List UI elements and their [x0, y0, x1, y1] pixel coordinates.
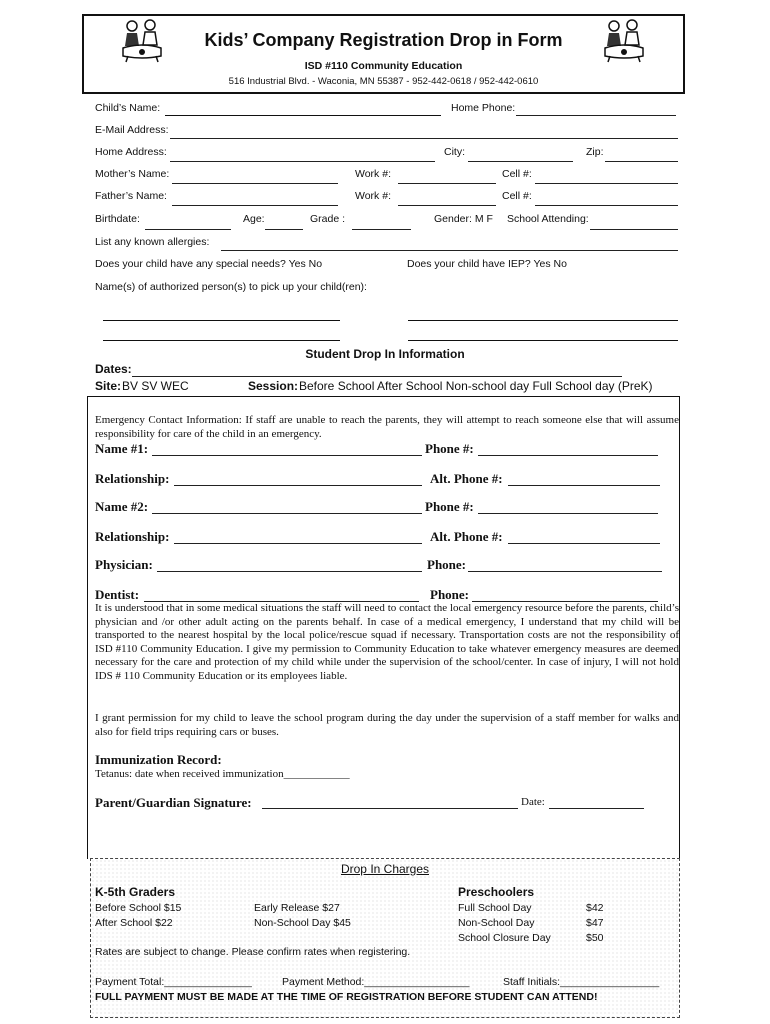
rates-note: Rates are subject to change. Please confirm rates when registering.	[95, 946, 411, 958]
pre-closure-price: $50	[586, 932, 604, 944]
payment-method-field[interactable]: Payment Method:__________________	[282, 976, 470, 988]
signature-label: Parent/Guardian Signature:	[95, 795, 252, 810]
name1-phone-field[interactable]	[478, 455, 658, 456]
form-title: Kids’ Company Registration Drop in Form	[204, 30, 563, 50]
staff-initials-field[interactable]: Staff Initials:_________________	[503, 976, 660, 988]
tetanus-field[interactable]: Tetanus: date when received immunization____________	[95, 768, 350, 780]
authorized-person-field-1[interactable]	[103, 320, 340, 321]
drop-in-heading: Student Drop In Information	[305, 347, 465, 361]
birthdate-label: Birthdate:	[95, 213, 140, 225]
mother-cell-field[interactable]	[535, 183, 678, 184]
relationship2-label: Relationship:	[95, 529, 170, 544]
signature-field[interactable]	[262, 808, 518, 809]
session-options[interactable]: Before School After School Non-school day Full School day (PreK)	[299, 379, 653, 393]
payment-notice: FULL PAYMENT MUST BE MADE AT THE TIME OF REGISTRATION BEFORE STUDENT CAN ATTEND!	[95, 991, 598, 1003]
physician-phone-field[interactable]	[468, 571, 662, 572]
alt-phone1-field[interactable]	[508, 485, 660, 486]
childs-name-field[interactable]	[165, 115, 441, 116]
birthdate-field[interactable]	[145, 229, 231, 230]
form-subtitle: ISD #110 Community Education	[304, 60, 463, 72]
home-phone-field[interactable]	[516, 115, 676, 116]
relationship1-label: Relationship:	[95, 471, 170, 486]
childs-name-label: Child’s Name:	[95, 102, 161, 114]
alt-phone1-label: Alt. Phone #:	[430, 471, 503, 486]
alt-phone2-label: Alt. Phone #:	[430, 529, 503, 544]
home-address-label: Home Address:	[95, 146, 167, 158]
school-attending-field[interactable]	[590, 229, 678, 230]
grade-field[interactable]	[352, 229, 411, 230]
form-address: 516 Industrial Blvd. - Waconia, MN 55387 - 952-442-0618 / 952-442-0610	[228, 76, 539, 87]
mother-cell-label: Cell #:	[502, 168, 532, 180]
medical-consent-paragraph: It is understood that in some medical situations the staff will need to contact the local emergency resource before the parents, child’s physician and /or other adult acting on the parents behalf. In case of a medical emergency, I understand that my child will be transported to the nearest hospital by the local police/rescue squad if necessary. Transportation costs are not the responsibility of ISD #110 Community Education. I give my permission to Community Education to take whatever emergency measures are deemed necessary for the care and protection of my child while under the supervision of the school/center. In case of injury, I will not hold IDS # 110 Community Education or its employees liable.	[95, 602, 679, 682]
k5-after-school-rate: After School $22	[95, 917, 173, 929]
charges-heading: Drop In Charges	[340, 862, 430, 876]
pre-non-school-price: $47	[586, 917, 604, 929]
relationship1-field[interactable]	[174, 485, 422, 486]
pre-full-day-label: Full School Day	[458, 902, 532, 914]
authorized-person-field-2[interactable]	[408, 320, 678, 321]
father-cell-field[interactable]	[535, 205, 678, 206]
authorized-person-field-3[interactable]	[103, 340, 340, 341]
pre-non-school-label: Non-School Day	[458, 917, 535, 929]
session-label: Session:	[248, 379, 299, 393]
father-work-label: Work #:	[355, 190, 391, 202]
name2-phone-field[interactable]	[478, 513, 658, 514]
name2-label: Name #2:	[95, 499, 149, 514]
form-header	[82, 14, 685, 94]
date-label: Date:	[521, 796, 545, 808]
city-field[interactable]	[468, 161, 573, 162]
physician-label: Physician:	[95, 557, 153, 572]
iep-question: Does your child have IEP? Yes No	[407, 258, 567, 270]
immunization-heading: Immunization Record:	[95, 752, 222, 767]
relationship2-field[interactable]	[174, 543, 422, 544]
city-label: City:	[444, 146, 465, 158]
father-cell-label: Cell #:	[502, 190, 532, 202]
father-work-field[interactable]	[398, 205, 496, 206]
pre-full-day-price: $42	[586, 902, 604, 914]
alt-phone2-field[interactable]	[508, 543, 660, 544]
name1-phone-label: Phone #:	[425, 441, 474, 456]
home-address-field[interactable]	[170, 161, 435, 162]
k5-before-school-rate: Before School $15	[95, 902, 182, 914]
mother-work-label: Work #:	[355, 168, 391, 180]
fathers-name-field[interactable]	[172, 205, 338, 206]
special-needs-question: Does your child have any special needs? Yes No	[95, 258, 323, 270]
mother-work-field[interactable]	[398, 183, 496, 184]
mothers-name-field[interactable]	[172, 183, 338, 184]
name1-field[interactable]	[152, 455, 422, 456]
k5-heading: K-5th Graders	[95, 885, 176, 899]
fathers-name-label: Father’s Name:	[95, 190, 167, 202]
preschool-heading: Preschoolers	[458, 885, 535, 899]
dates-label: Dates:	[95, 362, 132, 376]
dentist-label: Dentist:	[95, 587, 140, 602]
gender-label: Gender: M F	[434, 213, 493, 225]
home-phone-label: Home Phone:	[451, 102, 516, 114]
permission-paragraph: I grant permission for my child to leave the school program during the day under the supervision of a staff member for walks and also for field trips requiring cars or buses.	[95, 712, 679, 738]
allergies-label: List any known allergies:	[95, 236, 210, 248]
physician-field[interactable]	[157, 571, 422, 572]
name1-label: Name #1:	[95, 441, 149, 456]
k5-early-release-rate: Early Release $27	[254, 902, 340, 914]
kids-logo-left-icon	[118, 16, 166, 64]
grade-label: Grade :	[310, 213, 346, 225]
mothers-name-label: Mother’s Name:	[95, 168, 170, 180]
site-options[interactable]: BV SV WEC	[122, 379, 189, 393]
name2-phone-label: Phone #:	[425, 499, 474, 514]
email-label: E-Mail Address:	[95, 124, 169, 136]
physician-phone-label: Phone:	[427, 557, 466, 572]
k5-non-school-day-rate: Non-School Day $45	[254, 917, 351, 929]
authorized-persons-label: Name(s) of authorized person(s) to pick up your child(ren):	[95, 281, 367, 293]
pre-closure-label: School Closure Day	[458, 932, 551, 944]
authorized-person-field-4[interactable]	[408, 340, 678, 341]
payment-total-field[interactable]: Payment Total:_______________	[95, 976, 252, 988]
zip-label: Zip:	[586, 146, 604, 158]
kids-logo-right-icon	[600, 16, 648, 64]
site-label: Site:	[95, 379, 122, 393]
age-field[interactable]	[265, 229, 303, 230]
zip-field[interactable]	[605, 161, 678, 162]
allergies-field[interactable]	[221, 250, 678, 251]
dentist-phone-label: Phone:	[430, 587, 469, 602]
email-field[interactable]	[170, 138, 678, 139]
age-label: Age:	[243, 213, 265, 225]
school-attending-label: School Attending:	[507, 213, 589, 225]
date-field[interactable]	[549, 808, 644, 809]
dates-field[interactable]	[132, 376, 622, 377]
emergency-intro: Emergency Contact Information: If staff are unable to reach the parents, they will attempt to reach someone else that will assume responsibility for care of the child in an emergency.	[95, 414, 679, 440]
name2-field[interactable]	[152, 513, 422, 514]
